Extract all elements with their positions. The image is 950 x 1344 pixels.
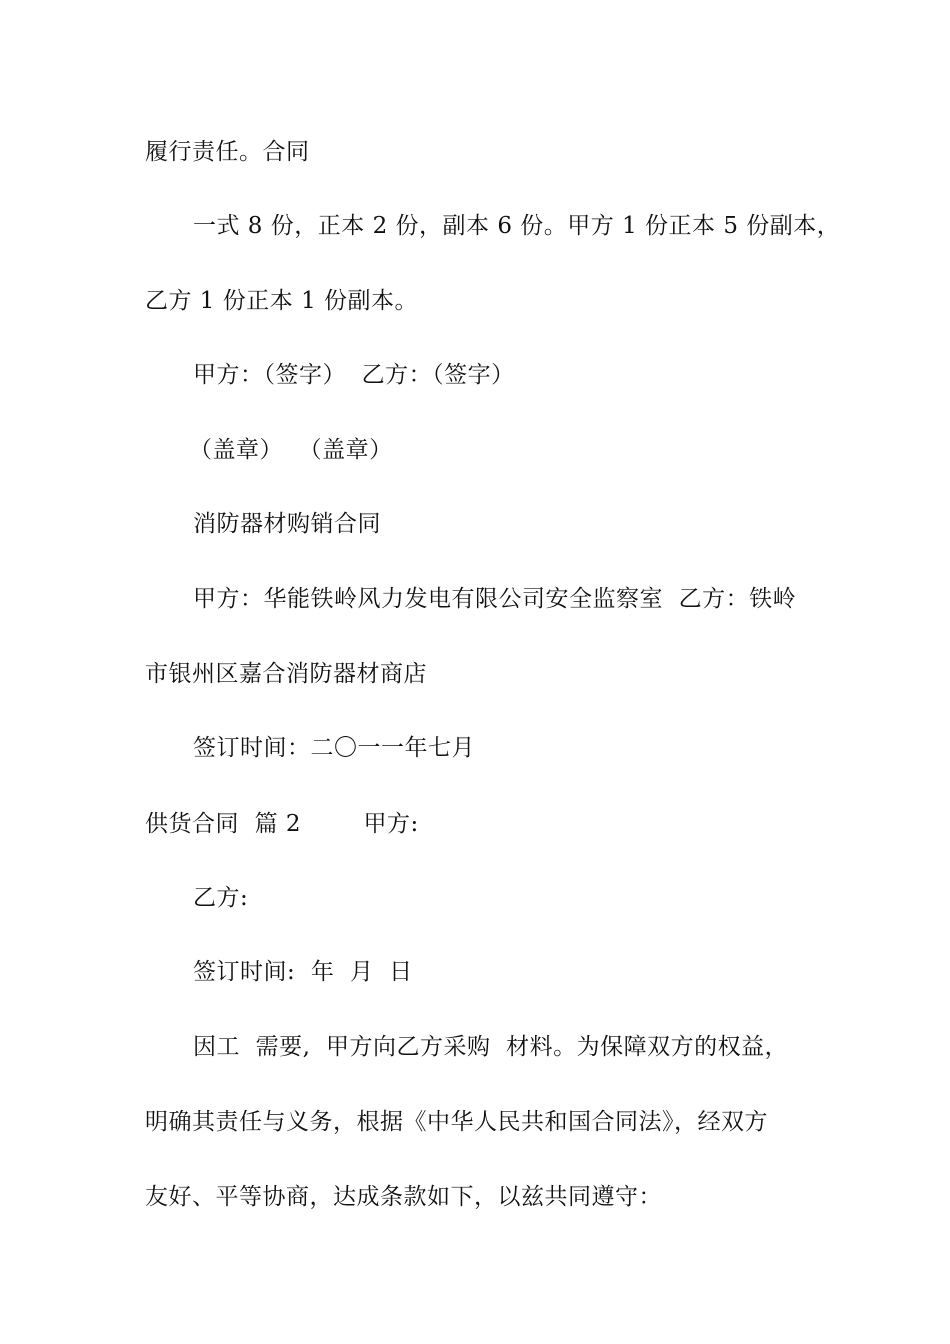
party-line: 甲方：华能铁岭风力发电有限公司安全监察室 乙方：铁岭 — [193, 586, 797, 612]
contract-title: 消防器材购销合同 — [193, 511, 381, 537]
paragraph-line: 友好、平等协商，达成条款如下，以兹共同遵守： — [145, 1184, 662, 1210]
party-b-line: 乙方: — [193, 885, 249, 911]
seal-line: （盖章） （盖章） — [189, 437, 393, 463]
signing-date-line: 签订时间: 年 月 日 — [193, 959, 413, 985]
signature-line: 甲方：（签字） 乙方：（签字） — [193, 362, 515, 388]
paragraph-line: 一式 8 份，正本 2 份，副本 6 份。甲方 1 份正本 5 份副本， — [193, 213, 841, 239]
party-line-continued: 市银州区嘉合消防器材商店 — [145, 661, 427, 687]
paragraph-line: 因工 需要, 甲方向乙方采购 材料。为保障双方的权益， — [193, 1034, 789, 1060]
paragraph-line: 乙方 1 份正本 1 份副本。 — [145, 288, 419, 314]
section-heading: 供货合同 篇 2 甲方: — [145, 811, 419, 837]
paragraph-line: 明确其责任与义务，根据《中华人民共和国合同法》，经双方 — [145, 1109, 768, 1135]
paragraph-line: 履行责任。合同 — [145, 139, 310, 165]
signing-date-line: 签订时间：二〇一一年七月 — [193, 735, 475, 761]
